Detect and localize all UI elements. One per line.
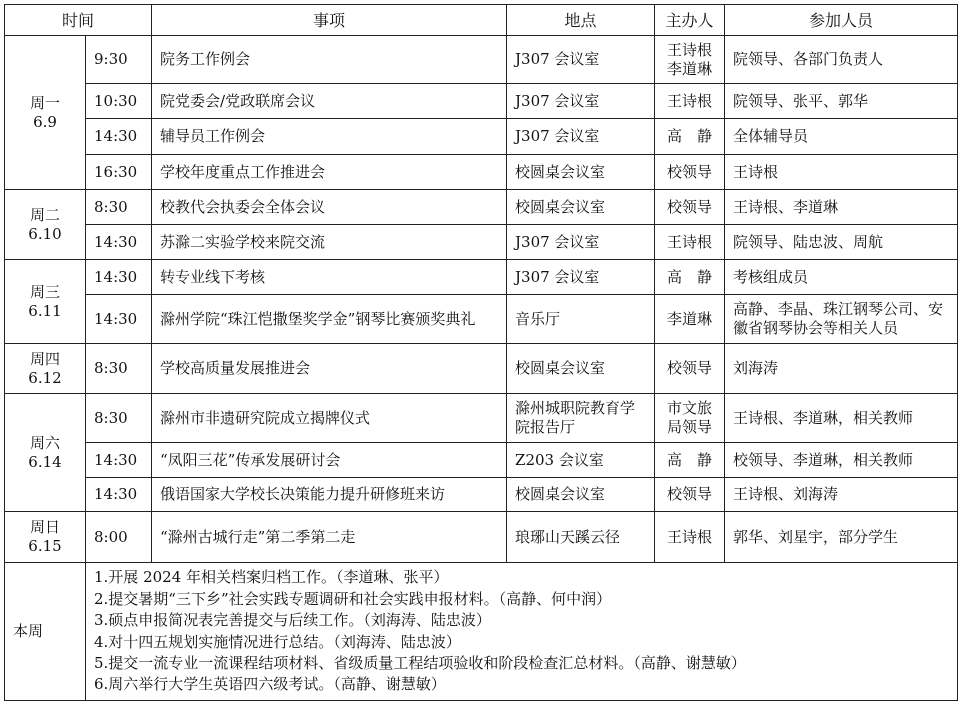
day-name: 周六 [29,433,60,452]
header-item: 事项 [152,5,507,36]
host-cell: 校领导 [655,155,725,190]
schedule-row [5,260,958,295]
item-cell: 俄语国家大学校长决策能力提升研修班来访 [152,478,507,512]
schedule-row [5,119,958,155]
header-participants: 参加人员 [725,5,958,36]
schedule-row [5,190,958,225]
host-cell: 王诗根 [655,84,725,119]
participants-cell: 高静、李晶、珠江钢琴公司、安徽省钢琴协会等相关人员 [725,295,958,344]
participants-cell: 王诗根、李道琳 [725,190,958,225]
participants-cell: 全体辅导员 [725,119,958,155]
schedule-row [5,512,958,563]
participants-cell: 刘海涛 [725,344,958,394]
host-cell: 高 静 [655,443,725,478]
host-cell: 高 静 [655,260,725,295]
participants-cell: 王诗根 [725,155,958,190]
host-cell: 校领导 [655,344,725,394]
location-cell: J307 会议室 [507,36,655,84]
item-cell: 学校高质量发展推进会 [152,344,507,394]
time-cell: 14:30 [86,295,152,344]
day-cell [5,36,86,190]
time-cell: 14:30 [86,260,152,295]
host-cell: 王诗根 [655,512,725,563]
day-cell [5,512,86,563]
week-note: 6.周六举行大学生英语四六级考试。（高静、谢慧敏） [94,675,446,694]
location-cell: 滁州城职院教育学院报告厅 [507,394,655,443]
host-cell: 高 静 [655,119,725,155]
item-cell: 辅导员工作例会 [152,119,507,155]
participants-cell: 王诗根、李道琳，相关教师 [725,394,958,443]
day-name: 周三 [29,282,60,301]
week-notes-row [5,563,958,701]
schedule-row [5,295,958,344]
host-cell: 市文旅局领导 [655,394,725,443]
day-name: 周一 [29,93,60,112]
item-cell: 苏滁二实验学校来院交流 [152,225,507,260]
schedule-row [5,478,958,512]
location-cell: J307 会议室 [507,84,655,119]
day-name: 周四 [29,349,60,368]
item-cell: 转专业线下考核 [152,260,507,295]
schedule-row [5,344,958,394]
item-cell: 院务工作例会 [152,36,507,84]
location-cell: J307 会议室 [507,260,655,295]
host-cell: 李道琳 [655,295,725,344]
header-time: 时间 [5,5,152,36]
location-cell: J307 会议室 [507,119,655,155]
schedule-row [5,84,958,119]
item-cell: “凤阳三花”传承发展研讨会 [152,443,507,478]
time-cell: 14:30 [86,478,152,512]
day-date: 6.15 [28,537,62,555]
week-notes [86,563,958,701]
location-cell: 校圆桌会议室 [507,155,655,190]
day-date: 6.14 [28,452,62,471]
participants-cell: 院领导、张平、郭华 [725,84,958,119]
schedule-body [5,36,958,563]
week-note: 2.提交暑期“三下乡”社会实践专题调研和社会实践申报材料。（高静、何中润） [94,589,612,608]
participants-cell: 考核组成员 [725,260,958,295]
item-cell: 滁州市非遗研究院成立揭牌仪式 [152,394,507,443]
host-cell: 校领导 [655,478,725,512]
item-cell: 滁州学院“珠江恺撒堡奖学金”钢琴比赛颁奖典礼 [152,295,507,344]
day-cell [5,394,86,512]
day-date: 6.12 [28,368,62,387]
day-date: 6.11 [28,301,62,320]
time-cell: 9:30 [86,36,152,84]
header-row [5,5,958,36]
participants-cell: 郭华、刘星宇，部分学生 [725,512,958,563]
host-cell: 王诗根 [655,225,725,260]
schedule-row [5,394,958,443]
schedule-row [5,443,958,478]
time-cell: 14:30 [86,225,152,260]
day-name: 周日 [29,518,60,536]
host-cell: 校领导 [655,190,725,225]
time-cell: 8:30 [86,190,152,225]
participants-cell: 校领导、李道琳，相关教师 [725,443,958,478]
schedule-row [5,225,958,260]
participants-cell: 王诗根、刘海涛 [725,478,958,512]
time-cell: 8:00 [86,512,152,563]
location-cell: 校圆桌会议室 [507,344,655,394]
day-cell [5,260,86,344]
location-cell: Z203 会议室 [507,443,655,478]
host-cell: 王诗根 李道琳 [655,36,725,84]
item-cell: 学校年度重点工作推进会 [152,155,507,190]
location-cell: J307 会议室 [507,225,655,260]
day-name: 周二 [29,205,60,224]
location-cell: 校圆桌会议室 [507,478,655,512]
time-cell: 8:30 [86,344,152,394]
location-cell: 音乐厅 [507,295,655,344]
header-host: 主办人 [655,5,725,36]
day-cell [5,190,86,260]
location-cell: 琅琊山天蹊云径 [507,512,655,563]
week-note: 1.开展 2024 年相关档案归档工作。（李道琳、张平） [94,568,449,587]
time-cell: 8:30 [86,394,152,443]
schedule-row [5,36,958,84]
week-note: 3.硕点申报简况表完善提交与后续工作。（刘海涛、陆忠波） [94,611,491,630]
time-cell: 16:30 [86,155,152,190]
time-cell: 14:30 [86,119,152,155]
location-cell: 校圆桌会议室 [507,190,655,225]
item-cell: “滁州古城行走”第二季第二走 [152,512,507,563]
weekly-schedule-document [4,4,957,698]
week-label: 本周 [5,563,86,701]
schedule-row [5,155,958,190]
schedule-table [4,4,958,701]
day-date: 6.10 [28,224,62,243]
participants-cell: 院领导、陆忠波、周航 [725,225,958,260]
week-note: 4.对十四五规划实施情况进行总结。（刘海涛、陆忠波） [94,632,461,651]
day-date: 6.9 [33,112,57,131]
participants-cell: 院领导、各部门负责人 [725,36,958,84]
time-cell: 14:30 [86,443,152,478]
day-cell [5,344,86,394]
item-cell: 院党委会/党政联席会议 [152,84,507,119]
item-cell: 校教代会执委会全体会议 [152,190,507,225]
week-note: 5.提交一流专业一流课程结项材料、省级质量工程结项验收和阶段检查汇总材料。（高静、谢慧敏） [94,653,746,672]
header-location: 地点 [507,5,655,36]
time-cell: 10:30 [86,84,152,119]
